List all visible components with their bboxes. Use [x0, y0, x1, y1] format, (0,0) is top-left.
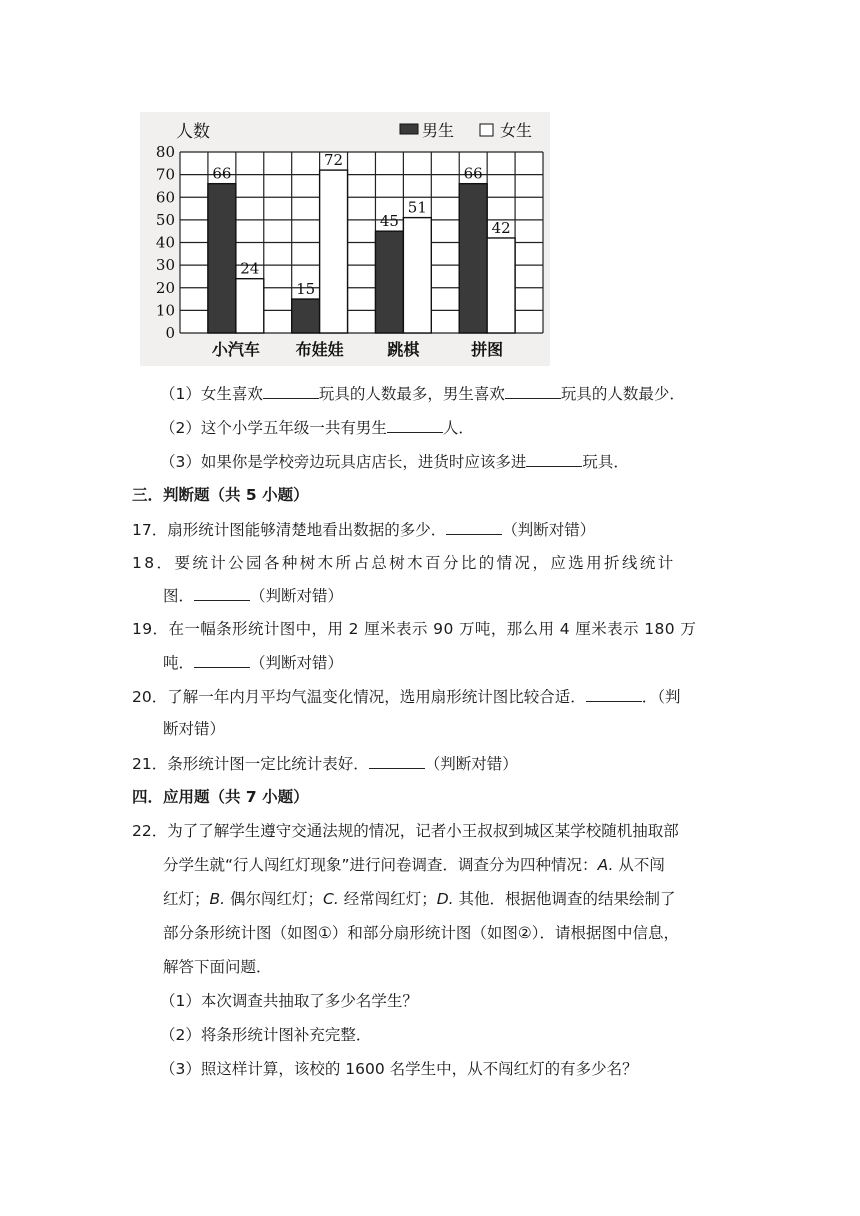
question-tail: （判断对错）: [502, 521, 596, 539]
legend-swatch-boys: [400, 124, 418, 134]
question-text: 图．: [163, 587, 195, 605]
question-20-line2: 断对错）: [163, 720, 226, 738]
question-text: 了解一年内月平均气温变化情况，选用扇形统计图比较合适．: [167, 688, 586, 706]
question-text: 条形统计图一定比统计表好．: [167, 755, 369, 773]
bar-chart-svg: [140, 112, 550, 366]
option-c-label: C.: [323, 890, 339, 908]
question-22-line1: [132, 820, 679, 842]
question-20: [132, 685, 681, 708]
question-number: 21．: [132, 755, 168, 773]
question-text: 要统计公园各种树木所占总树木百分比的情况，应选用折线统计: [174, 554, 676, 572]
x-tick-label: 小汽车: [211, 340, 260, 359]
option-d-label: D.: [436, 890, 454, 908]
question-tail: ．（判: [641, 688, 681, 706]
bar-boys: [375, 231, 403, 333]
legend-label-girls: 女生: [500, 121, 533, 140]
sub-question-3: [160, 450, 629, 473]
question-tail: （判断对错）: [250, 654, 344, 672]
option-c-text: 经常闯红灯；: [343, 890, 437, 908]
section-3-title: 三．判断题（共 5 小题）: [132, 486, 309, 504]
bar-boys: [459, 184, 487, 333]
y-tick-label: 30: [155, 256, 175, 275]
sub-question-1: [160, 382, 685, 405]
question-number: 17．: [132, 521, 168, 539]
question-22-sub-1: （1）本次调查共抽取了多少名学生？: [160, 992, 418, 1010]
answer-blank[interactable]: [369, 752, 425, 769]
sub-question-1-part-b: 玩具的人数最多，男生喜欢: [318, 385, 505, 403]
y-tick-label: 60: [155, 188, 175, 207]
answer-blank[interactable]: [586, 685, 642, 702]
bar-boys: [292, 299, 320, 333]
answer-blank[interactable]: [263, 382, 319, 399]
y-axis-label: 人数: [176, 122, 210, 142]
section-4-title: 四．应用题（共 7 小题）: [132, 788, 309, 806]
answer-blank[interactable]: [446, 518, 502, 535]
bar-value-label: 51: [407, 198, 427, 217]
bar-girls: [403, 218, 431, 333]
sub-question-3-part-a: （3）如果你是学校旁边玩具店店长，进货时应该多进: [160, 453, 527, 471]
question-text: 分学生就“行人闯红灯现象”进行问卷调查．调查分为四种情况：: [163, 856, 598, 874]
bar-value-label: 66: [463, 164, 483, 183]
y-tick-label: 10: [155, 301, 175, 320]
question-22-line4: 部分条形统计图（如图①）和部分扇形统计图（如图②）．请根据图中信息，: [163, 924, 680, 942]
question-21: [132, 752, 518, 775]
question-number: 22．: [132, 822, 168, 840]
question-18-line2: [163, 584, 343, 607]
question-tail: （判断对错）: [424, 755, 518, 773]
x-tick-label: 跳棋: [387, 340, 420, 359]
bar-value-label: 72: [324, 151, 344, 170]
question-number: 18．: [132, 554, 175, 572]
question-tail: （判断对错）: [250, 587, 344, 605]
answer-blank[interactable]: [194, 584, 250, 601]
answer-blank[interactable]: [505, 382, 561, 399]
y-tick-label: 40: [155, 233, 175, 252]
bar-boys: [208, 184, 236, 333]
bar-chart: [140, 112, 550, 366]
sub-question-2: [160, 416, 474, 439]
bar-value-label: 66: [212, 164, 232, 183]
x-tick-label: 布娃娃: [295, 340, 344, 359]
question-22-line5: 解答下面问题．: [163, 958, 272, 976]
question-text: 扇形统计图能够清楚地看出数据的多少．: [167, 521, 447, 539]
bar-value-label: 15: [296, 280, 316, 299]
question-19-line2: [163, 651, 343, 674]
x-tick-label: 拼图: [471, 340, 504, 359]
question-22-line2: [163, 854, 665, 876]
question-22-sub-2: （2）将条形统计图补充完整．: [160, 1026, 372, 1044]
bar-girls: [487, 238, 515, 333]
bar-value-label: 45: [379, 212, 399, 231]
legend-label-boys: 男生: [422, 121, 455, 140]
sub-question-3-part-b: 玩具．: [582, 453, 629, 471]
answer-blank[interactable]: [194, 651, 250, 668]
option-b-text: 偶尔闯红灯；: [230, 890, 324, 908]
question-19: [132, 618, 696, 640]
sub-question-2-part-b: 人．: [442, 419, 474, 437]
option-d-text: 其他．根据他调查的结果绘制了: [458, 890, 676, 908]
question-number: 20．: [132, 688, 168, 706]
sub-question-1-part-a: （1）女生喜欢: [160, 385, 263, 403]
bar-girls: [320, 170, 348, 333]
y-tick-label: 20: [155, 278, 175, 297]
bar-girls: [236, 279, 264, 333]
answer-blank[interactable]: [526, 450, 582, 467]
question-22-sub-3: （3）照这样计算，该校的 1600 名学生中，从不闯红灯的有多少名？: [160, 1060, 638, 1078]
legend-swatch-girls: [480, 124, 493, 136]
option-a-label: A.: [597, 856, 614, 874]
y-tick-label: 50: [155, 210, 175, 229]
sub-question-1-part-c: 玩具的人数最少．: [560, 385, 685, 403]
bar-value-label: 24: [240, 259, 260, 278]
question-text: 在一幅条形统计图中，用 2 厘米表示 90 万吨，那么用 4 厘米表示 180 万: [168, 620, 697, 638]
question-text: 吨．: [163, 654, 195, 672]
bar-value-label: 42: [491, 218, 511, 237]
question-text: 红灯；: [163, 890, 210, 908]
question-22-line3: [163, 888, 676, 910]
question-17: [132, 518, 595, 541]
y-tick-label: 70: [155, 165, 175, 184]
question-18: [132, 552, 676, 574]
sub-question-2-part-a: （2）这个小学五年级一共有男生: [160, 419, 387, 437]
answer-blank[interactable]: [387, 416, 443, 433]
option-a-text: 从不闯: [618, 856, 665, 874]
question-number: 19．: [132, 620, 169, 638]
y-tick-label: 0: [165, 324, 175, 342]
y-tick-label: 80: [155, 143, 175, 161]
question-text: 为了了解学生遵守交通法规的情况，记者小王叔叔到城区某学校随机抽取部: [167, 822, 679, 840]
option-b-label: B.: [209, 890, 226, 908]
